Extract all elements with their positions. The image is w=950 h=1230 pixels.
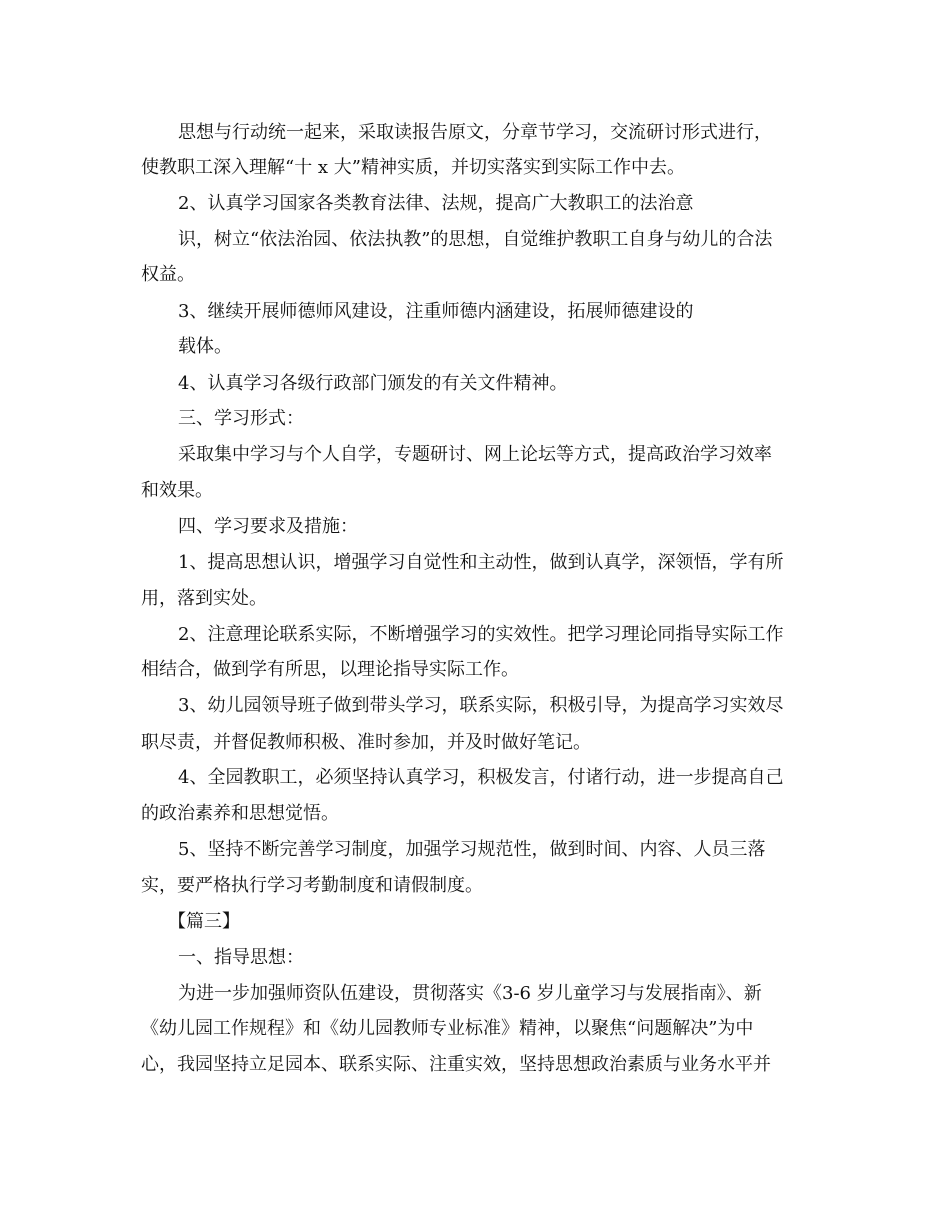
- text-line: 4、认真学习各级行政部门颁发的有关文件精神。: [178, 373, 568, 394]
- text-line: 5、坚持不断完善学习制度，加强学习规范性，做到时间、内容、人员三落: [178, 839, 766, 860]
- text-line: 相结合，做到学有所思，以理论指导实际工作。: [141, 659, 519, 680]
- text-line: 载体。: [178, 336, 232, 357]
- text-line: 使教职工深入理解“十 x 大”精神实质，并切实落实到实际工作中去。: [141, 157, 685, 178]
- text-line: 为进一步加强师资队伍建设，贯彻落实《3-6 岁儿童学习与发展指南》、新: [178, 983, 762, 1004]
- text-line: 心，我园坚持立足园本、联系实际、注重实效，坚持思想政治素质与业务水平并: [141, 1054, 771, 1075]
- text-line: 和效果。: [141, 480, 213, 501]
- text-line: 1、提高思想认识，增强学习自觉性和主动性，做到认真学，深领悟，学有所: [178, 552, 784, 573]
- text-line: 用，落到实处。: [141, 588, 267, 609]
- text-line: 2、认真学习国家各类教育法律、法规，提高广大教职工的法治意: [178, 193, 694, 214]
- text-line: 实，要严格执行学习考勤制度和请假制度。: [141, 875, 483, 896]
- text-line: 权益。: [141, 264, 195, 285]
- text-line: 3、幼儿园领导班子做到带头学习，联系实际，积极引导，为提高学习实效尽: [178, 695, 784, 716]
- text-line: 2、注意理论联系实际，不断增强学习的实效性。把学习理论同指导实际工作: [178, 624, 784, 645]
- text-line: 采取集中学习与个人自学，专题研讨、网上论坛等方式，提高政治学习效率: [178, 444, 772, 465]
- text-line: 《幼儿园工作规程》和《幼儿园教师专业标准》精神，以聚焦“问题解决”为中: [141, 1018, 754, 1039]
- section-heading: 三、学习形式：: [178, 408, 304, 429]
- text-line: 3、继续开展师德师风建设，注重师德内涵建设，拓展师德建设的: [178, 301, 694, 322]
- text-line: 识，树立“依法治园、依法执教”的思想，自觉维护教职工自身与幼儿的合法: [178, 229, 773, 250]
- section-marker: 【篇三】: [168, 911, 240, 932]
- text-line: 思想与行动统一起来，采取读报告原文，分章节学习，交流研讨形式进行，: [178, 122, 772, 143]
- section-heading: 一、指导思想：: [178, 947, 304, 968]
- text-line: 职尽责，并督促教师积极、准时参加，并及时做好笔记。: [141, 732, 591, 753]
- text-line: 的政治素养和思想觉悟。: [141, 803, 339, 824]
- section-heading: 四、学习要求及措施：: [178, 516, 358, 537]
- text-line: 4、全园教职工，必须坚持认真学习，积极发言，付诸行动，进一步提高自己: [178, 767, 784, 788]
